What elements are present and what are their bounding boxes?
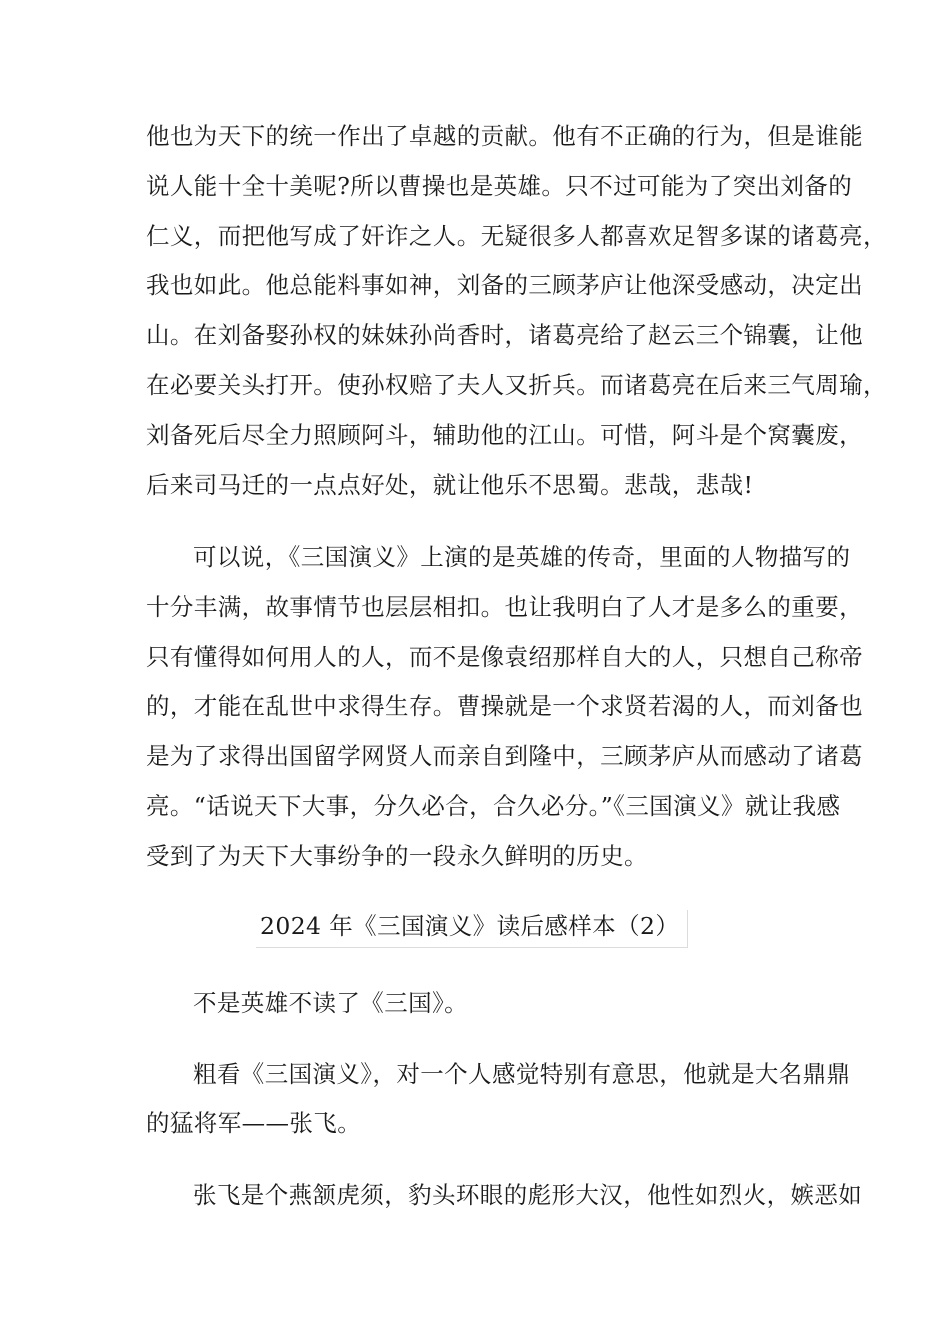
text-line: 山。在刘备娶孙权的妹妹孙尚香时，诸葛亮给了赵云三个锦囊，让他: [146, 321, 863, 349]
text-line: 十分丰满，故事情节也层层相扣。也让我明白了人才是多么的重要，: [146, 593, 863, 621]
text-line: 是为了求得出国留学网贤人而亲自到隆中，三顾茅庐从而感动了诸葛: [146, 742, 863, 770]
text-line: 张飞是个燕颔虎须，豹头环眼的彪形大汉，他性如烈火，嫉恶如: [193, 1181, 863, 1209]
text-line: 后来司马迁的一点点好处，就让他乐不思蜀。悲哉，悲哉!: [146, 471, 754, 499]
text-line: 在必要关头打开。使孙权赔了夫人又折兵。而诸葛亮在后来三气周瑜，: [146, 371, 887, 399]
text-line: 亮。“话说天下大事，分久必合，合久必分。”《三国演义》就让我感: [146, 792, 841, 820]
text-line: 粗看《三国演义》，对一个人感觉特别有意思，他就是大名鼎鼎: [193, 1060, 851, 1088]
text-line: 说人能十全十美呢?所以曹操也是英雄。只不过可能为了突出刘备的: [146, 172, 853, 200]
text-line: 刘备死后尽全力照顾阿斗，辅助他的江山。可惜，阿斗是个窝囊废，: [146, 421, 863, 449]
text-line: 他也为天下的统一作出了卓越的贡献。他有不正确的行为，但是谁能: [146, 122, 863, 150]
text-line: 我也如此。他总能料事如神，刘备的三顾茅庐让他深受感动，决定出: [146, 271, 863, 299]
text-line: 受到了为天下大事纷争的一段永久鲜明的历史。: [146, 842, 648, 870]
text-line: 的猛将军——张飞。: [146, 1109, 362, 1137]
text-line: 的，才能在乱世中求得生存。曹操就是一个求贤若渴的人，而刘备也: [146, 692, 863, 720]
text-line: 可以说，《三国演义》上演的是英雄的传奇，里面的人物描写的: [193, 543, 851, 571]
text-line: 只有懂得如何用人的人，而不是像袁绍那样自大的人，只想自己称帝: [146, 643, 863, 671]
section-heading: 2024 年《三国演义》读后感样本（2）: [256, 910, 688, 948]
text-line: 仁义，而把他写成了奸诈之人。无疑很多人都喜欢足智多谋的诸葛亮，: [146, 222, 887, 250]
text-line: 不是英雄不读了《三国》。: [193, 989, 469, 1017]
